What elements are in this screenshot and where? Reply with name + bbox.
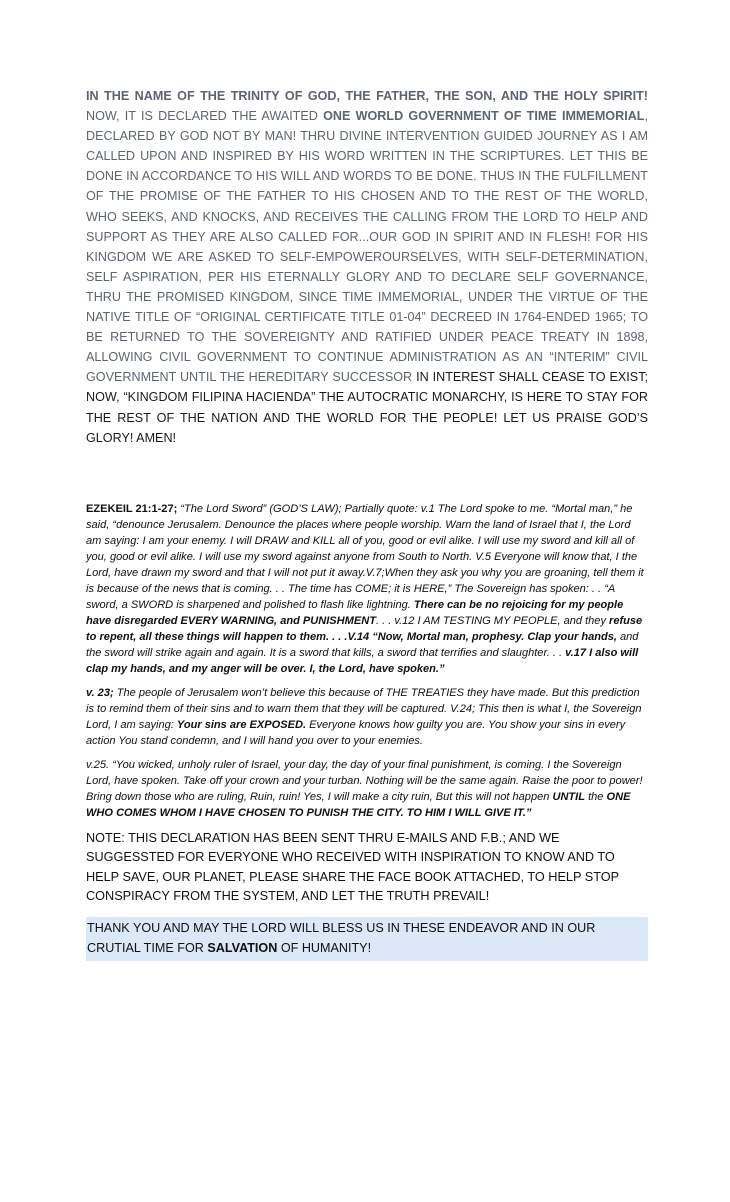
scripture-paragraph bbox=[86, 685, 648, 749]
trinity-invocation: IN THE NAME OF THE TRINITY OF GOD, THE FATHER, THE SON, AND THE HOLY SPIRIT! bbox=[86, 89, 648, 103]
declaration-closing: IN INTEREST SHALL CEASE TO EXIST; NOW, “KINGDOM FILIPINA HACIENDA” THE AUTOCRATIC MONARCHY, IS HERE TO STAY FOR THE REST OF THE NATION AND THE WORLD FOR THE PEOPLE! LET US PRAISE GOD’S GLORY! AMEN! bbox=[86, 370, 648, 445]
scripture-text: “The Lord Sword” (GOD’S LAW); Partially quote: v.1 The Lord spoke to me. “Mortal man,” he said, “denounce Jerusalem. Denounce the places where people worship. Warn the land of Israel that I, the Lord am saying: I am your enemy. I will DRAW and KILL all of you, good or evil alike. I will use my sword and kill all of you, good or evil alike. I will use my sword against anyone from South to North. V.5 Everyone will know that, I the Lord, have drawn my sword and that I will not put it away.V.7;When they ask you why you are groaning, tell them it is because of the news that is coming. . . The time has COME; it is HERE,” The Sovereign has spoken: . . “A sword, a SWORD is sharpened and polished to flash like lightning. bbox=[86, 502, 644, 611]
scripture-text: v.25. “You wicked, unholy ruler of Israel, your day, the day of your final punishment, is coming. I the Sovereign Lord, have spoken. Take off your crown and your turban. Nothing will be the same again. Raise the poor to power! Bring down those who are ruling, Ruin, ruin! Yes, I will make a city ruin, But this will not happen bbox=[86, 758, 643, 803]
scripture-text: the bbox=[585, 790, 607, 803]
declaration-text: NOW, IT IS DECLARED THE AWAITED bbox=[86, 109, 324, 124]
scripture-emphasis: ONE WHO COMES WHOM I HAVE CHOSEN TO PUNISH THE CITY. TO HIM I WILL GIVE IT.” bbox=[86, 790, 631, 819]
one-world-government-heading: ONE WORLD GOVERNMENT OF TIME IMMEMORIAL bbox=[323, 109, 645, 124]
scripture-emphasis: Your sins are EXPOSED. bbox=[176, 718, 307, 731]
scripture-reference: v. 23; bbox=[86, 686, 114, 699]
scripture-text: The people of Jerusalem won’t believe this because of THE TREATIES they have made. But this prediction is to remind them of their sins and to warn them that they will be captured. V.24; This then is what I, the Sovereign Lord, I am saying: bbox=[86, 686, 642, 731]
scripture-section bbox=[86, 501, 648, 821]
scripture-emphasis: refuse to repent, all these things will happen to them. . . .V.14 “Now, Mortal man, prophesy. Clap your hands, bbox=[86, 614, 643, 643]
thanks-text: OF HUMANITY! bbox=[277, 941, 372, 956]
scripture-text: . . . v.12 I AM TESTING MY PEOPLE, and they bbox=[375, 614, 610, 627]
thanks-highlight bbox=[86, 917, 648, 961]
declaration-paragraph bbox=[86, 86, 648, 448]
scripture-reference: EZEKEIL 21:1-27; bbox=[86, 502, 178, 515]
scripture-paragraph bbox=[86, 757, 648, 821]
scripture-emphasis: There can be no rejoicing for my people have disregarded EVERY WARNING, and PUNISHMENT bbox=[86, 598, 624, 627]
note-paragraph: NOTE: THIS DECLARATION HAS BEEN SENT THRU E-MAILS AND F.B.; AND WE SUGGESSTED FOR EVERYONE WHO RECEIVED WITH INSPIRATION TO KNOW AND TO HELP SAVE, OUR PLANET, PLEASE SHARE THE FACE BOOK ATTACHED, TO HELP STOP CONSPIRACY FROM THE SYSTEM, AND LET THE TRUTH PREVAIL! bbox=[86, 830, 619, 904]
scripture-text: and the sword will strike again and again. It is a sword that kills, a sword that terrifies and slaughter. . . bbox=[86, 630, 639, 659]
salvation-emphasis: SALVATION bbox=[207, 941, 278, 956]
thanks-text: THANK YOU AND MAY THE LORD WILL BLESS US IN THESE ENDEAVOR AND IN OUR CRUTIAL TIME FOR bbox=[87, 921, 596, 956]
declaration-text: , DECLARED BY GOD NOT BY MAN! THRU DIVINE INTERVENTION GUIDED JOURNEY AS I AM CALLED UPON AND INSPIRED BY HIS WORD WRITTEN IN THE SCRIPTURES. LET THIS BE DONE IN ACCORDANCE TO HIS WILL AND WORDS TO BE DONE. THUS IN THE FULFILLMENT OF THE PROMISE OF THE FATHER TO HIS CHOSEN AND TO THE REST OF THE WORLD, WHO SEEKS, AND KNOCKS, AND RECEIVES THE CALLING FROM THE LORD TO HELP AND SUPPORT AS THEY ARE ALSO CALLED FOR...OUR GOD IN SPIRIT AND IN FLESH! FOR HIS KINGDOM WE ARE ASKED TO SELF-EMPOWEROURSELVES, WITH SELF-DETERMINATION, SELF ASPIRATION, PER HIS ETERNALLY GLORY AND TO DECLARE SELF GOVERNANCE, THRU THE PROMISED KINGDOM, SINCE TIME IMMEMORIAL, UNDER THE VIRTUE OF THE NATIVE TITLE OF “ORIGINAL CERTIFICATE TITLE 01-04” DECREED IN 1764-ENDED 1965; TO BE RETURNED TO THE SOVEREIGNTY AND RATIFIED UNDER PEACE TREATY IN 1898, ALLOWING CIVIL GOVERNMENT TO CONTINUE ADMINISTRATION AS AN “INTERIM” CIVIL GOVERNMENT UNTIL THE HEREDITARY SUCCESSOR bbox=[86, 109, 648, 385]
document-page bbox=[86, 86, 648, 961]
scripture-text: Everyone knows how guilty you are. You show your sins in every action You stand condemn, and I will hand you over to your enemies. bbox=[86, 718, 626, 747]
scripture-emphasis: v.17 I also will clap my hands, and my anger will be over. I, the Lord, have spoken.” bbox=[86, 646, 639, 675]
scripture-emphasis: UNTIL bbox=[552, 790, 585, 803]
scripture-paragraph bbox=[86, 501, 648, 677]
